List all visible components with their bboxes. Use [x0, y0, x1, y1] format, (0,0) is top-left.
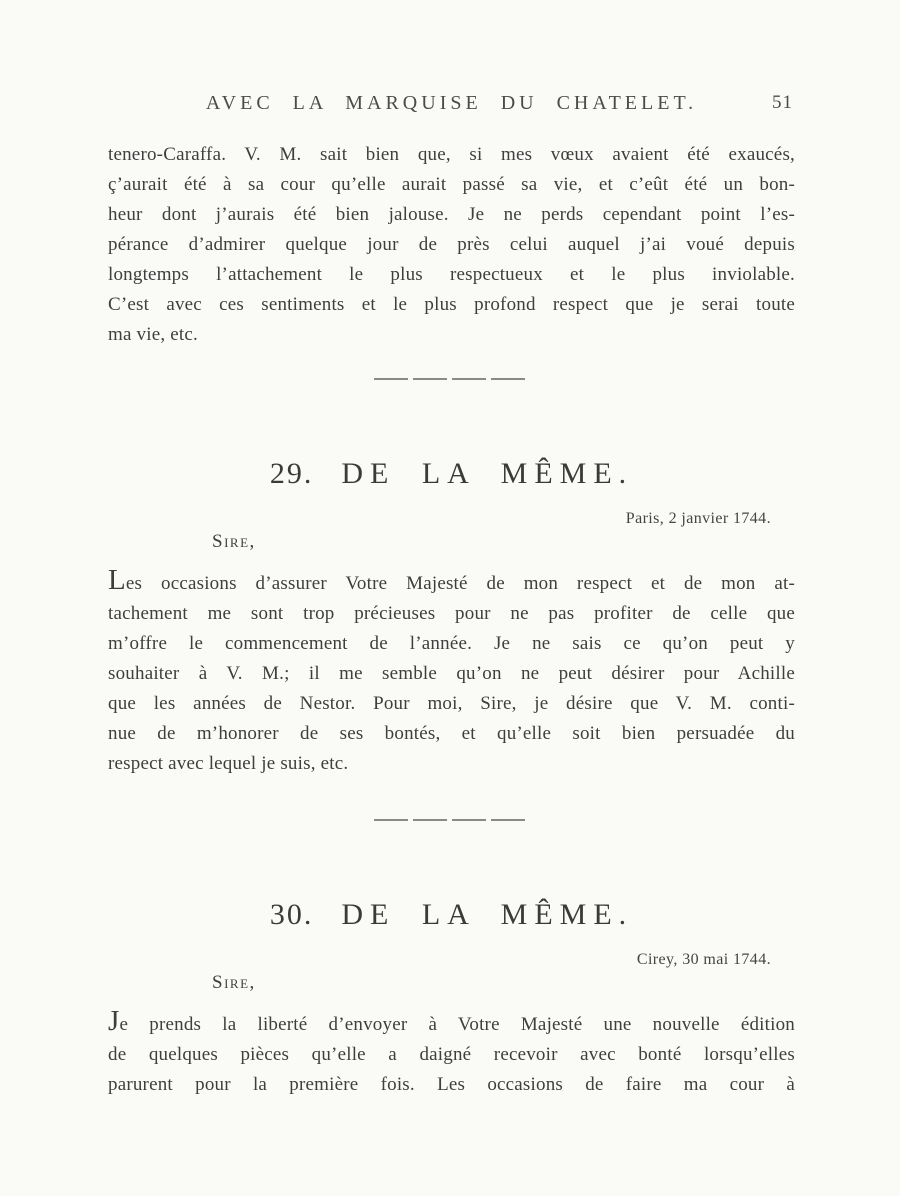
paragraph-line	[108, 566, 795, 599]
paragraph-line: longtemps l’attachement le plus respectueux et le plus inviolable.	[108, 264, 795, 285]
paragraph-line: souhaiter à V. M.; il me semble qu’on ne peut désirer pour Achille	[108, 663, 795, 684]
page-number: 51	[772, 92, 793, 113]
dateline: Cirey, 30 mai 1744.	[636, 951, 771, 968]
text-block	[0, 92, 900, 1100]
paragraph-line: tachement me sont trop précieuses pour ne pas profiter de celle que	[108, 603, 795, 624]
section-divider	[374, 378, 530, 380]
letter-30	[108, 893, 795, 1100]
section-divider	[374, 819, 530, 821]
letter-heading	[108, 452, 795, 501]
paragraph-line: que les années de Nestor. Pour moi, Sire, je désire que V. M. conti-	[108, 693, 795, 714]
letter-title: DE LA MÊME.	[341, 898, 634, 931]
letter-body	[108, 566, 795, 779]
paragraph-line: C’est avec ces sentiments et le plus profond respect que je serai toute	[108, 294, 795, 315]
letter-29	[108, 452, 795, 779]
running-header-title: AVEC LA MARQUISE DU CHATELET.	[205, 92, 698, 114]
letter-body	[108, 1007, 795, 1100]
paragraph-line: ma vie, etc.	[108, 324, 198, 345]
running-header	[108, 92, 795, 118]
salutation: Sire,	[212, 972, 256, 993]
paragraph-line: nue de m’honorer de ses bontés, et qu’elle soit bien persuadée du	[108, 723, 795, 744]
dateline: Paris, 2 janvier 1744.	[625, 510, 771, 527]
intro-paragraph	[108, 140, 795, 350]
letter-number: 30.	[269, 898, 314, 931]
drop-initial: L	[108, 564, 126, 596]
paragraph-line: parurent pour la première fois. Les occasions de faire ma cour à	[108, 1074, 795, 1095]
letter-heading	[108, 893, 795, 942]
paragraph-line: m’offre le commencement de l’année. Je ne sais ce qu’on peut y	[108, 633, 795, 654]
drop-initial: J	[108, 1005, 120, 1037]
paragraph-line: de quelques pièces qu’elle a daigné recevoir avec bonté lorsqu’elles	[108, 1044, 795, 1065]
salutation: Sire,	[212, 531, 256, 552]
letter-number: 29.	[269, 457, 314, 490]
paragraph-line: heur dont j’aurais été bien jalouse. Je ne perds cependant point l’es-	[108, 204, 795, 225]
paragraph-line: respect avec lequel je suis, etc.	[108, 753, 349, 774]
paragraph-line: pérance d’admirer quelque jour de près celui auquel j’ai voué depuis	[108, 234, 795, 255]
paragraph-line-text: es occasions d’assurer Votre Majesté de mon respect et de mon at-	[125, 573, 795, 594]
paragraph-line: tenero-Caraffa. V. M. sait bien que, si mes vœux avaient été exaucés,	[108, 144, 795, 165]
paragraph-line: ç’aurait été à sa cour qu’elle aurait passé sa vie, et c’eût été un bon-	[108, 174, 795, 195]
letter-title: DE LA MÊME.	[341, 457, 634, 490]
paragraph-line	[108, 1007, 795, 1040]
paragraph-line-text: e prends la liberté d’envoyer à Votre Majesté une nouvelle édition	[119, 1014, 795, 1035]
